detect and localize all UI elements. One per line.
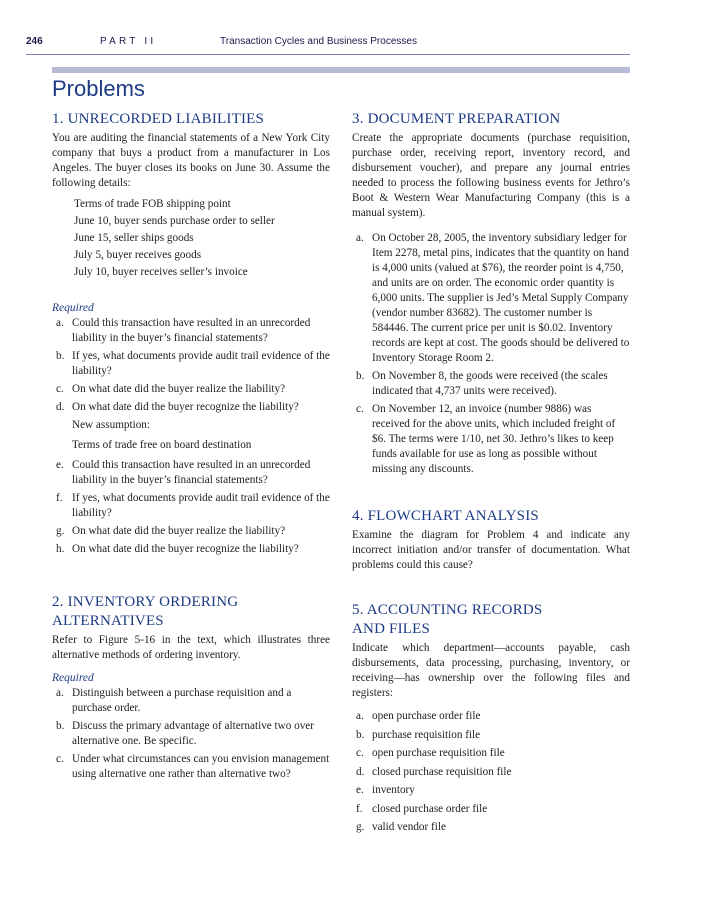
problem-1	[52, 110, 330, 557]
page-title: Problems	[52, 76, 145, 101]
file-item: d. closed purchase requisition file	[356, 765, 512, 778]
problem-1-heading: 1. UNRECORDED LIABILITIES	[52, 111, 265, 127]
problem-3-heading: 3. DOCUMENT PREPARATION	[352, 111, 561, 127]
left-column	[52, 110, 330, 785]
problem-5	[352, 601, 630, 835]
section-band	[52, 67, 630, 73]
detail-item: June 10, buyer sends purchase order to seller	[74, 215, 275, 227]
question-item: a. Distinguish between a purchase requisition and a purchase order.	[56, 687, 292, 714]
problem-5-intro: Indicate which department—accounts payable, cash disbursements, data processing, purchasing, inventory, or receiving—has ownership over the following files and registers:	[352, 642, 630, 699]
problem-4-intro: Examine the diagram for Problem 4 and indicate any incorrect initiation and/or transfer of documentation. What problems could this cause?	[352, 529, 630, 571]
question-item: d. On what date did the buyer recognize the liability?	[56, 401, 299, 413]
detail-item: July 10, buyer receives seller’s invoice	[74, 266, 248, 278]
question-item: e. Could this transaction have resulted in an unrecorded liability in the buyer’s financial statements?	[56, 459, 311, 486]
required-label: Required	[52, 672, 94, 684]
detail-item: Terms of trade FOB shipping point	[74, 198, 231, 210]
file-item: b. purchase requisition file	[356, 728, 481, 741]
problem-1-details	[74, 196, 330, 281]
question-item: b. Discuss the primary advantage of alternative two over alternative one. Be specific.	[56, 720, 315, 747]
file-item: c. open purchase requisition file	[356, 747, 505, 759]
file-item: e. inventory	[356, 784, 415, 796]
event-item: a. On October 28, 2005, the inventory subsidiary ledger for Item 2278, metal pins, indicates that the quantity on hand is 4,000 units (valued at $76), the reorder point is 4,750, and units are on order. The economic order quantity is 6,000 units. The supplier is Jed’s Metal Supply Company (vendor number 83682). The customer number is 584446. The current price per unit is $0.02. Inventory records are kept at cost. The goods should be delivered to Inventory Storage Room 2.	[356, 232, 630, 364]
problem-1-intro: You are auditing the financial statements of a New York City company that buys a product from a manufacturer in Los Angeles. The buyer closes its books on June 30. Assume the following details:	[52, 132, 330, 189]
chapter-title: Transaction Cycles and Business Processes	[220, 36, 417, 47]
new-terms: Terms of trade free on board destination	[72, 439, 252, 451]
new-assumption-label: New assumption:	[72, 419, 150, 431]
right-column	[352, 110, 630, 839]
running-header	[26, 36, 639, 52]
file-item: f. closed purchase order file	[356, 802, 488, 815]
problem-5-files	[352, 709, 630, 835]
event-item: c. On November 12, an invoice (number 9886) was received for the above units, which included freight of $6. The terms were 1/10, net 30. Jethro’s likes to keep funds available for use as long as possible without missing any discounts.	[356, 403, 616, 475]
problem-2-questions	[52, 686, 330, 782]
problem-2	[52, 593, 330, 782]
file-item: a. open purchase order file	[356, 710, 481, 722]
problem-1-questions	[52, 316, 330, 415]
header-rule	[26, 54, 630, 55]
question-item: c. Under what circumstances can you envision management using alternative one rather than alternative two?	[56, 753, 330, 780]
required-label: Required	[52, 302, 94, 314]
page-number: 246	[26, 36, 43, 47]
problem-3-intro: Create the appropriate documents (purchase requisition, purchase order, receiving report, inventory record, and disbursement voucher), and prepare any journal entries needed to process the following business events for Jethro’s Boot & Western Wear Manufacturing Company (this is a manual system).	[352, 132, 630, 219]
question-item: c. On what date did the buyer realize the liability?	[56, 383, 286, 395]
question-item: h. On what date did the buyer recognize the liability?	[56, 543, 299, 555]
problem-4	[352, 507, 630, 573]
part-label: PART II	[100, 36, 157, 47]
detail-item: June 15, seller ships goods	[74, 232, 194, 244]
question-item: g. On what date did the buyer realize the liability?	[56, 525, 286, 537]
problem-2-heading: 2. INVENTORY ORDERING ALTERNATIVES	[52, 594, 239, 629]
file-item: g. valid vendor file	[356, 821, 446, 833]
detail-item: July 5, buyer receives goods	[74, 249, 202, 261]
question-item: a. Could this transaction have resulted in an unrecorded liability in the buyer’s financial statements?	[56, 317, 311, 344]
problem-2-intro: Refer to Figure 5-16 in the text, which illustrates three alternative methods of ordering inventory.	[52, 634, 330, 661]
problem-3	[352, 110, 630, 477]
problem-5-heading: 5. ACCOUNTING RECORDS AND FILES	[352, 602, 543, 637]
problem-4-heading: 4. FLOWCHART ANALYSIS	[352, 508, 539, 524]
event-item: b. On November 8, the goods were received (the scales indicated that 4,737 units were received).	[356, 370, 608, 397]
problem-1-questions-2	[52, 458, 330, 557]
question-item: b. If yes, what documents provide audit trail evidence of the liability?	[56, 350, 330, 377]
question-item: f. If yes, what documents provide audit trail evidence of the liability?	[56, 492, 330, 519]
problem-3-items	[352, 231, 630, 477]
